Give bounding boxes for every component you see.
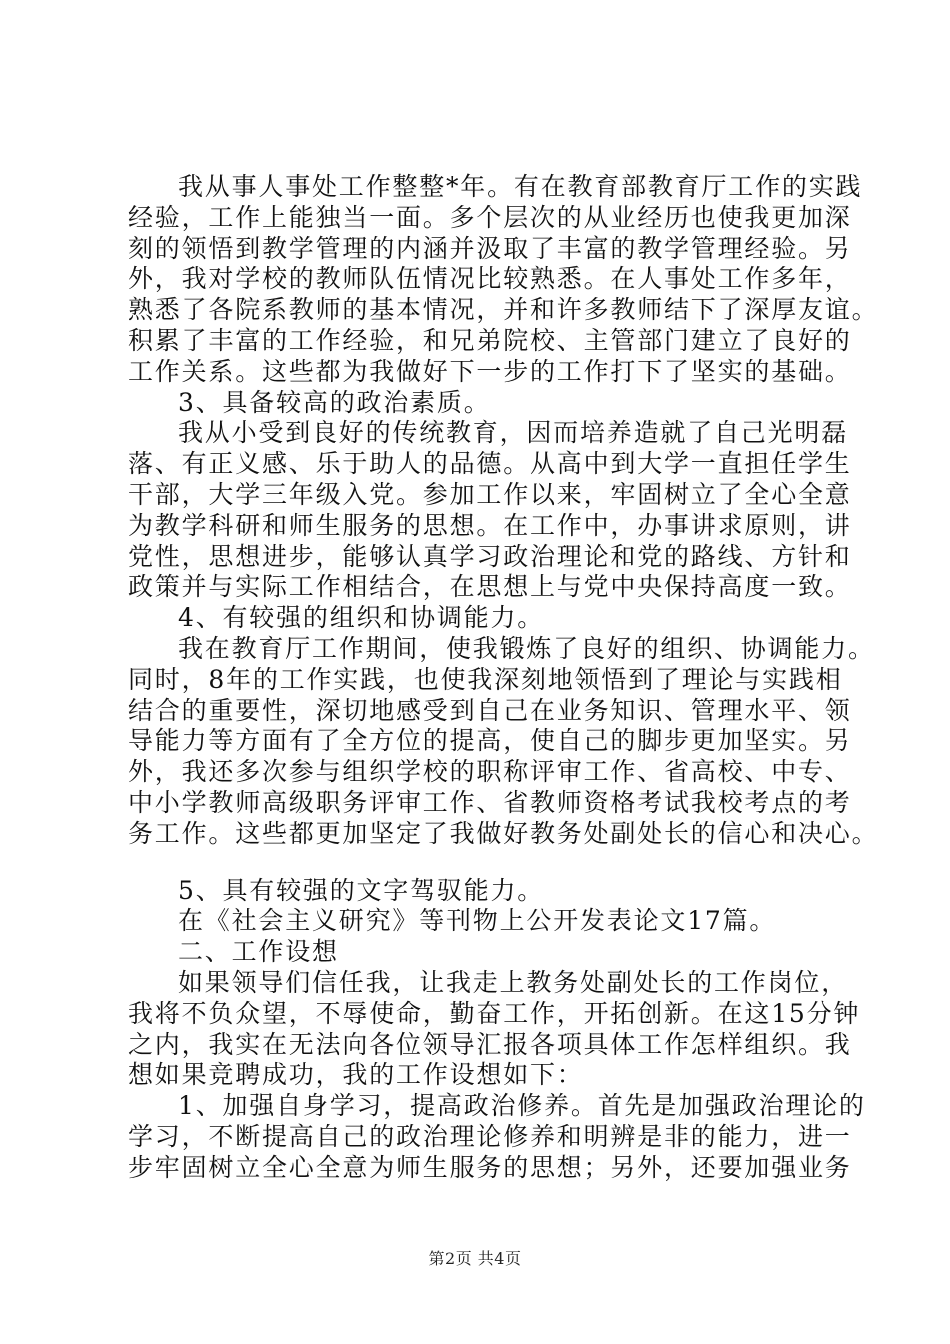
paragraph-line: 如果领导们信任我，让我走上教务处副处长的工作岗位， xyxy=(178,967,849,997)
blank-line xyxy=(128,850,828,876)
paragraph-line: 务工作。这些都更加坚定了我做好教务处副处长的信心和决心。 xyxy=(128,818,879,848)
paragraph-line: 同时，8年的工作实践，也使我深刻地领悟到了理论与实践相 xyxy=(128,664,843,694)
paragraph-line: 想如果竞聘成功，我的工作设想如下： xyxy=(128,1060,584,1090)
paragraph-line: 经验，工作上能独当一面。多个层次的从业经历也使我更加深 xyxy=(128,202,852,232)
paragraph-line: 学习，不断提高自己的政治理论修养和明辨是非的能力，进一 xyxy=(128,1121,852,1151)
section-heading: 3、具备较高的政治素质。 xyxy=(178,387,491,417)
section-heading: 5、具有较强的文字驾驭能力。 xyxy=(178,875,545,905)
paragraph-line: 导能力等方面有了全方位的提高，使自己的脚步更加坚实。另 xyxy=(128,726,852,756)
paragraph-line: 之内，我实在无法向各位领导汇报各项具体工作怎样组织。我 xyxy=(128,1029,852,1059)
paragraph-line: 1、加强自身学习，提高政治修养。首先是加强政治理论的 xyxy=(178,1091,866,1121)
paragraph-line: 党性，思想进步，能够认真学习政治理论和党的路线、方针和 xyxy=(128,541,852,571)
paragraph-line: 我将不负众望，不辱使命，勤奋工作，开拓创新。在这15分钟 xyxy=(128,998,861,1028)
paragraph-line: 我从小受到良好的传统教育，因而培养造就了自己光明磊 xyxy=(178,418,849,448)
paragraph-line: 结合的重要性，深切地感受到自己在业务知识、管理水平、领 xyxy=(128,695,852,725)
paragraph-line: 积累了丰富的工作经验，和兄弟院校、主管部门建立了良好的 xyxy=(128,325,852,355)
paragraph-line: 为教学科研和师生服务的思想。在工作中，办事讲求原则，讲 xyxy=(128,510,852,540)
paragraph-line: 政策并与实际工作相结合，在思想上与党中央保持高度一致。 xyxy=(128,572,852,602)
paragraph-line: 工作关系。这些都为我做好下一步的工作打下了坚实的基础。 xyxy=(128,356,852,386)
paragraph-line: 外，我还多次参与组织学校的职称评审工作、省高校、中专、 xyxy=(128,757,852,787)
paragraph-line: 外，我对学校的教师队伍情况比较熟悉。在人事处工作多年， xyxy=(128,264,852,294)
paragraph-line: 我从事人事处工作整整*年。有在教育部教育厅工作的实践 xyxy=(178,172,863,201)
paragraph-line: 中小学教师高级职务评审工作、省教师资格考试我校考点的考 xyxy=(128,787,852,817)
paragraph-line: 落、有正义感、乐于助人的品德。从高中到大学一直担任学生 xyxy=(128,449,852,479)
paragraph-line: 干部，大学三年级入党。参加工作以来，牢固树立了全心全意 xyxy=(128,479,852,509)
section-heading: 4、有较强的组织和协调能力。 xyxy=(178,603,545,633)
paragraph-line: 在《社会主义研究》等刊物上公开发表论文17篇。 xyxy=(178,906,777,936)
paragraph-line: 步牢固树立全心全意为师生服务的思想；另外，还要加强业务 xyxy=(128,1152,852,1182)
document-body xyxy=(128,172,879,1184)
paragraph-line: 熟悉了各院系教师的基本情况，并和许多教师结下了深厚友谊。 xyxy=(128,295,879,325)
page-footer: 第2页 共4页 xyxy=(428,1249,522,1268)
paragraph-line: 刻的领悟到教学管理的内涵并汲取了丰富的教学管理经验。另 xyxy=(128,233,852,263)
section-heading: 二、工作设想 xyxy=(178,937,339,967)
paragraph-line: 我在教育厅工作期间，使我锻炼了良好的组织、协调能力。 xyxy=(178,633,875,663)
